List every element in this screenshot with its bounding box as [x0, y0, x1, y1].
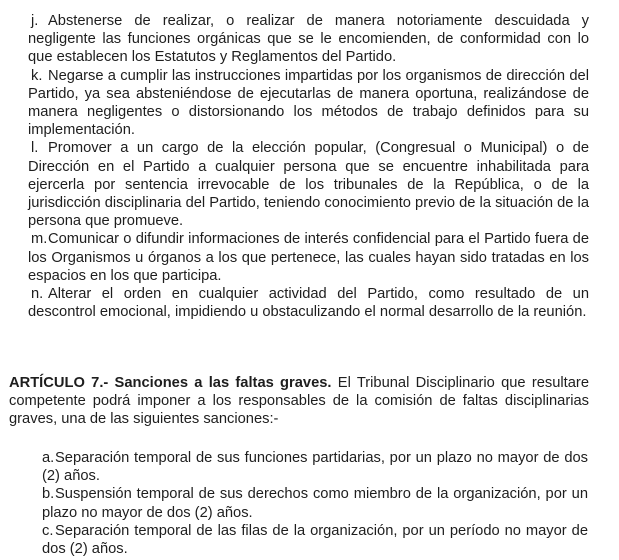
clause-item [28, 230, 589, 285]
clause-letter: n. [31, 286, 44, 303]
article-7-section [9, 374, 589, 429]
clause-text: Abstenerse de realizar, o realizar de manera notoriamente descuidada y negligente las funciones orgánicas que se le encomienden, de conformidad con lo que establecen los Estatutos y Reglamentos del Partido. [28, 13, 589, 66]
sanction-item [42, 522, 588, 558]
clause-item [28, 139, 589, 230]
article-7-heading: ARTÍCULO 7.- Sanciones a las faltas graves. [9, 375, 332, 391]
article-7-paragraph [9, 374, 589, 429]
sanction-text: Separación temporal de sus funciones partidarias, por un plazo no mayor de dos (2) años. [42, 450, 588, 485]
clause-text: Promover a un cargo de la elección popular, (Congresual o Municipal) o de Dirección en el Partido a cualquier persona que se encuentre inhabilitada para ejercerla por sentencia irrevocable de los tribunales de la República, o de la jurisdicción disciplinaria del Partido, teniendo conocimiento previo de la situación de la persona que promueve. [28, 140, 589, 230]
clause-text: Alterar el orden en cualquier actividad del Partido, como resultado de un descontrol emocional, impidiendo u obstaculizando el normal desarrollo de la reunión. [28, 286, 589, 321]
sanction-item [42, 449, 588, 485]
sanction-letter: a. [42, 450, 55, 466]
clause-letter: m. [31, 231, 48, 248]
clause-item [28, 67, 589, 140]
sanction-text: Suspensión temporal de sus derechos como miembro de la organización, por un plazo no mayor de dos (2) años. [42, 486, 588, 521]
clause-item [28, 12, 589, 67]
clause-text: Negarse a cumplir las instrucciones impartidas por los organismos de dirección del Partido, ya sea absteniéndose de ejecutarlas de manera oportuna, realizándose de manera negligentes o distorsionando los métodos de trabajo definidos para su implementación. [28, 67, 589, 139]
sanction-letter: c. [42, 522, 54, 539]
sanction-letter: b. [42, 486, 55, 503]
clause-item [28, 285, 589, 321]
sanctions-list [42, 449, 588, 558]
sanction-text: Separación temporal de las filas de la organización, por un período no mayor de dos (2) años. [42, 522, 588, 558]
clause-letter: k. [31, 67, 43, 84]
grave-faults-clause-list [28, 12, 589, 321]
clause-text: Comunicar o difundir informaciones de interés confidencial para el Partido fuera de los Organismos u órganos a los que pertenece, las cuales hayan sido tratadas en los espacios en los que participa. [28, 231, 589, 284]
clause-letter: j. [31, 13, 39, 29]
clause-letter: l. [31, 140, 39, 157]
article-7-body: El Tribunal Disciplinario que resultare competente podrá imponer a los responsables de la comisión de faltas disciplinarias graves, una de las siguientes sanciones:- [9, 375, 589, 428]
sanction-item [42, 485, 588, 521]
